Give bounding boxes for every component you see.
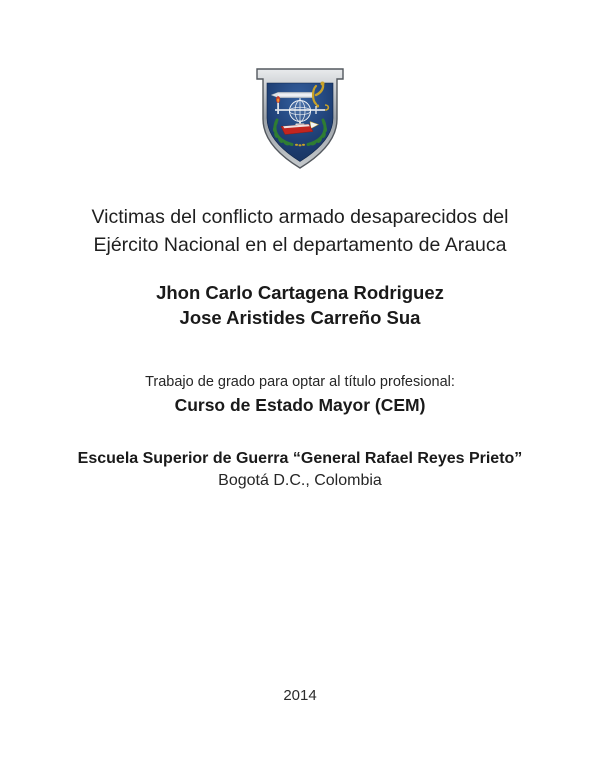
- degree-intro: Trabajo de grado para optar al título profesional:: [145, 374, 455, 390]
- author-1: Jhon Carlo Cartagena Rodriguez: [156, 282, 444, 303]
- title-line-1: Victimas del conflicto armado desaparecidos del: [91, 206, 509, 228]
- authors: [0, 280, 600, 330]
- institution-location: Bogotá D.C., Colombia: [218, 472, 382, 489]
- author-2: Jose Aristides Carreño Sua: [179, 307, 421, 328]
- crest-shield-icon: [250, 62, 350, 174]
- document-title: [0, 203, 600, 259]
- title-line-2: Ejército Nacional en el departamento de Arauca: [93, 234, 507, 256]
- institution-name: Escuela Superior de Guerra “General Rafael Reyes Prieto”: [77, 450, 523, 467]
- degree-program: Curso de Estado Mayor (CEM): [174, 395, 426, 415]
- degree-statement: [0, 373, 600, 417]
- institutional-crest: [250, 62, 350, 174]
- publication-year: 2014: [283, 687, 317, 704]
- institution: [0, 448, 600, 491]
